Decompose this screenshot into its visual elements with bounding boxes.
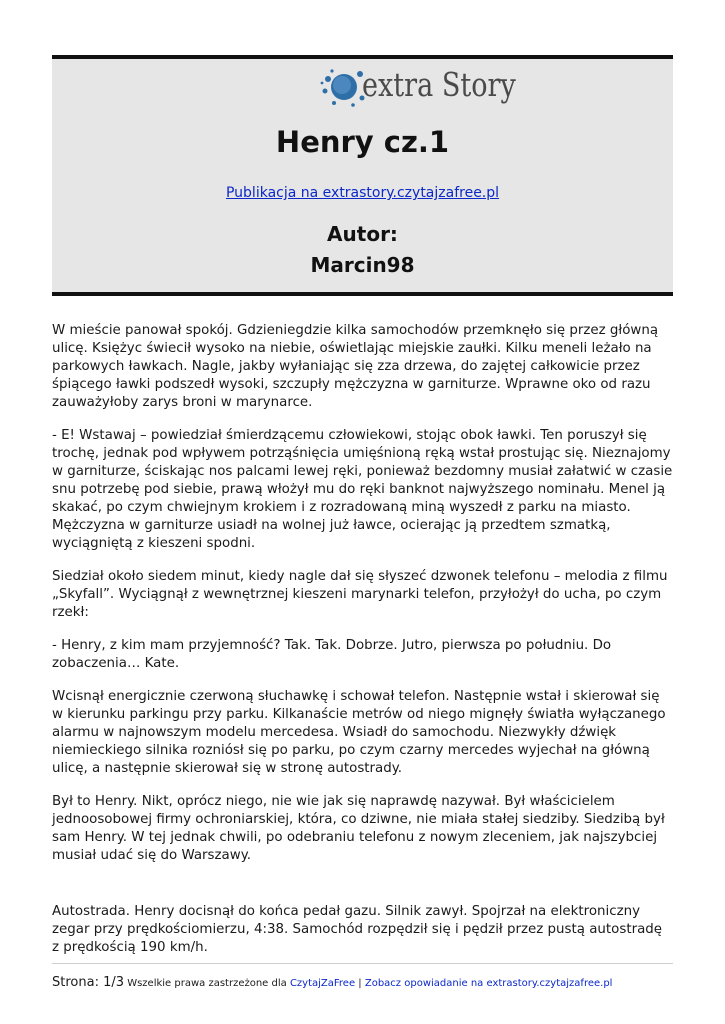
paragraph: Wcisnął energicznie czerwoną słuchawkę i schował telefon. Następnie wstał i skierował się w kierunku parkingu przy parku. Kilkanaście metrów od niego mignęły światła wyłączanego alarmu w najnowszym modelu mercedesa. Wsiadł do samochodu. Niezwykły dźwięk niemieckiego silnika rozniósł się po parku, po czym czarny mercedes wyjechał na główną ulicę, a następnie skierował się w stronę autostrady. <box>52 689 666 776</box>
header-box <box>52 55 673 296</box>
page-number: Strona: 1/3 <box>52 975 125 990</box>
story-body <box>52 322 673 972</box>
author-name: Marcin98 <box>310 253 415 277</box>
footer-separator: | <box>355 978 365 989</box>
ink-splash-icon <box>320 65 368 109</box>
czytajzafree-link[interactable]: CzytajZaFree <box>289 978 356 989</box>
paragraph: - E! Wstawaj – powiedział śmierdzącemu człowiekowi, stojąc obok ławki. Ten poruszył się trochę, jednak pod wpływem potrząśnięcia umięśnioną ręką wstał prostując się. Nieznajomy w garniturze, ściskając nos palcami lewej ręki, ponieważ bezdomny musiał załatwić w czasie snu potrzebę pod siebie, prawą włożył mu do ręki banknot najwyższego nominału. Menel ją skakać, po czym chwiejnym krokiem i z rozradowaną miną wyszedł z parku na miasto. Mężczyzna w garniturze usiadł na wolnej już ławce, ocierając ją przedtem szmatką, wyciągniętą z kieszeni spodni. <box>52 428 673 551</box>
publication-link[interactable]: Publikacja na extrastory.czytajzafree.pl <box>225 185 500 201</box>
paragraph: Siedział około siedem minut, kiedy nagle dał się słyszeć dzwonek telefonu – melodia z filmu „Skyfall”. Wyciągnął z wewnętrznej kieszeni marynarki telefon, przyłożył do ucha, po czym rzekł: <box>52 569 668 620</box>
rights-text: Wszelkie prawa zastrzeżone dla <box>124 978 290 989</box>
paragraph: Był to Henry. Nikt, oprócz niego, nie wie jak się naprawdę nazywał. Był właścicielem jednoosobowej firmy ochroniarskiej, która, co dziwne, nie miała stałej siedziby. Siedzibą był sam Henry. W tej jednak chwili, po odebraniu telefonu z nowym zleceniem, jak najszybciej musiał udać się do Warszawy. <box>52 794 665 863</box>
view-story-link[interactable]: Zobacz opowiadanie na extrastory.czytajzafree.pl <box>364 978 613 989</box>
page-footer <box>52 975 692 990</box>
story-title: Henry cz.1 <box>275 125 450 159</box>
paragraph: W mieście panował spokój. Gdzieniegdzie kilka samochodów przemknęło się przez główną ulicę. Księżyc świecił wysoko na niebie, oświetlając miejskie zaułki. Kilku meneli leżało na parkowych ławkach. Nagle, jakby wyłaniając się zza drzewa, do zajętej całkowicie przez śpiącego ławki podszedł wysoki, szczupły mężczyzna w garniturze. Wprawne oko od razu zauważyłoby zarys broni w marynarce. <box>52 323 659 410</box>
logo-text: extra Story <box>362 65 516 104</box>
paragraph: - Henry, z kim mam przyjemność? Tak. Tak. Dobrze. Jutro, pierwsza po południu. Do zobaczenia… Kate. <box>52 638 612 671</box>
footer-divider <box>52 963 673 964</box>
extra-story-logo[interactable] <box>320 63 516 109</box>
paragraph: Autostrada. Henry docisnął do końca pedał gazu. Silnik zawył. Spojrzał na elektroniczny zegar przy prędkościomierzu, 4:38. Samochód rozpędził się i pędził przez pustą autostradę z prędkością 190 km/h. <box>52 904 663 955</box>
author-label: Autor: <box>327 222 398 246</box>
